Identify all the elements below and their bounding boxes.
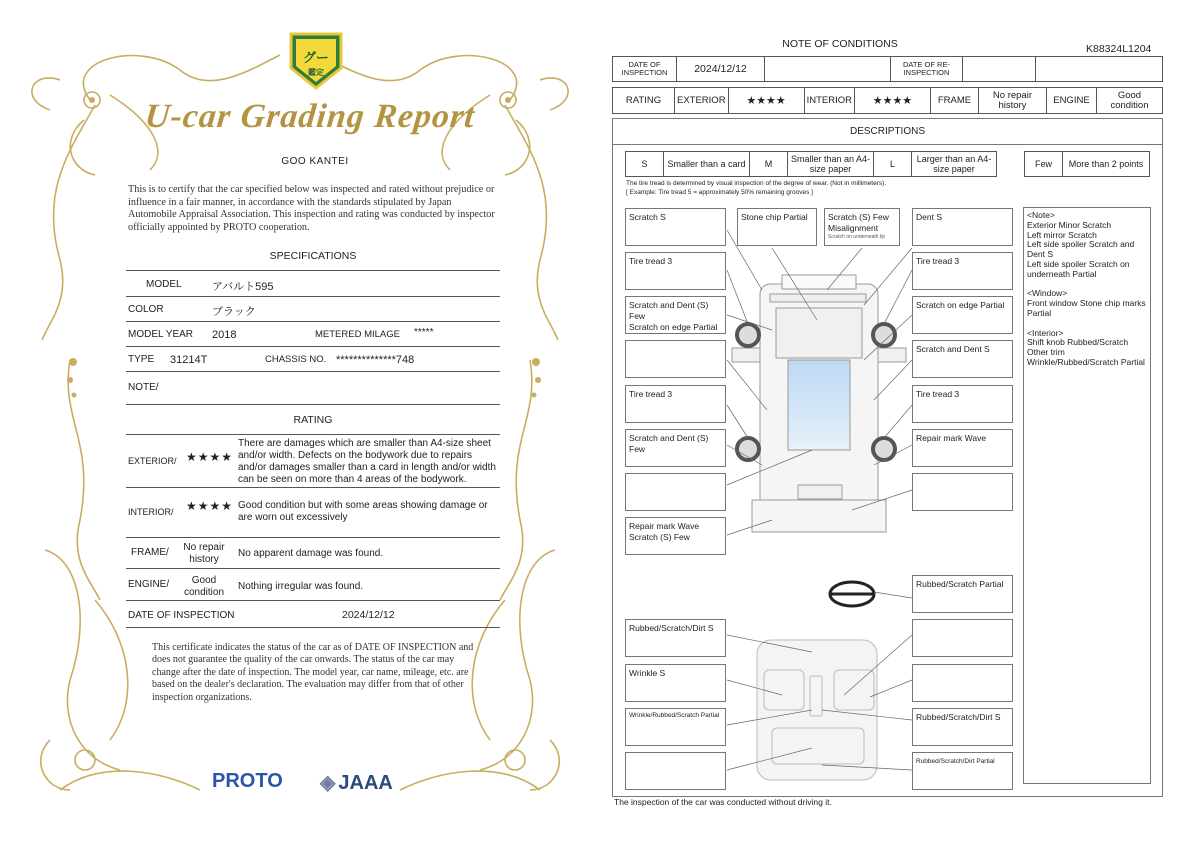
reinspection-value bbox=[963, 57, 1036, 82]
color-value: ブラック bbox=[212, 306, 256, 318]
tire-note-line-1: The tire tread is determined by visual inspection of the degree of wear. (Not in millimeters). bbox=[626, 180, 887, 187]
type-value: 31214T bbox=[170, 354, 208, 366]
frame-value: No repair history bbox=[978, 88, 1046, 114]
rating-label: RATING bbox=[613, 88, 675, 114]
rating-table bbox=[612, 87, 1163, 114]
divider bbox=[126, 404, 500, 405]
car-interior-outline bbox=[757, 640, 877, 780]
jaaa-logo bbox=[320, 770, 393, 795]
damage-box-right-3: Scratch and Dent S bbox=[912, 340, 1013, 378]
interior-box-right-5: Rubbed/Scratch/Dirt Partial bbox=[912, 752, 1013, 790]
divider bbox=[126, 321, 500, 322]
damage-box-top-2-text: Scratch (S) Few Misalignment bbox=[828, 212, 889, 233]
damage-box-left-8: Repair mark Wave Scratch (S) Few bbox=[625, 517, 726, 555]
specifications-heading: SPECIFICATIONS bbox=[269, 250, 357, 262]
divider bbox=[126, 487, 500, 488]
legend-m-desc: Smaller than an A4-size paper bbox=[788, 152, 874, 177]
inspection-disclaimer: The inspection of the car was conducted without driving it. bbox=[614, 797, 832, 807]
metered-mileage-label: METERED MILAGE bbox=[315, 329, 400, 340]
exterior-label: EXTERIOR bbox=[675, 88, 729, 114]
note-label: NOTE/ bbox=[128, 382, 159, 393]
few-legend-table bbox=[1024, 151, 1150, 177]
type-label: TYPE bbox=[128, 354, 155, 365]
certification-statement: This is to certify that the car specified below was inspected and rated without prejudice or influence in a fair manner, in accordance with the standards stipulated by Japan Automobile Appraisal Association. This inspection and rating was conducted by inspector officially appointed by PROTO cooperation. bbox=[128, 184, 495, 233]
jaaa-logo-text: JAAA bbox=[338, 772, 393, 794]
tire-tread-note bbox=[626, 180, 886, 197]
metered-mileage-value: ***** bbox=[414, 327, 434, 338]
interior-box-right-2 bbox=[912, 619, 1013, 657]
legend-l: L bbox=[874, 152, 912, 177]
car-exterior-outline bbox=[732, 275, 906, 532]
size-legend-table bbox=[625, 151, 997, 177]
interior-label: INTERIOR bbox=[804, 88, 854, 114]
frame-label: FRAME/ bbox=[131, 547, 169, 558]
engine-value: Good condition bbox=[1096, 88, 1162, 114]
date-of-reinspection-label: DATE OF RE-INSPECTION bbox=[891, 57, 963, 82]
interior-box-right-3 bbox=[912, 664, 1013, 702]
proto-logo-text: PROTO bbox=[212, 770, 283, 792]
legend-few: Few bbox=[1025, 152, 1063, 177]
divider bbox=[126, 346, 500, 347]
interior-box-left-2: Wrinkle S bbox=[625, 664, 726, 702]
date-of-inspection-label: DATE OF INSPECTION bbox=[613, 57, 677, 82]
legend-l-desc: Larger than an A4-size paper bbox=[912, 152, 997, 177]
inspection-dates-table bbox=[612, 56, 1163, 82]
frame-description: No apparent damage was found. bbox=[238, 548, 384, 559]
chassis-label: CHASSIS NO. bbox=[265, 354, 327, 365]
damage-box-right-4: Tire tread 3 bbox=[912, 385, 1013, 423]
interior-box-left-4 bbox=[625, 752, 726, 790]
damage-box-left-6: Scratch and Dent (S) Few bbox=[625, 429, 726, 467]
empty-cell bbox=[765, 57, 891, 82]
divider bbox=[126, 627, 500, 628]
damage-box-left-3: Scratch and Dent (S) Few Scratch on edge Partial bbox=[625, 296, 726, 334]
interior-stars: ★★★★ bbox=[854, 88, 930, 114]
svg-text:鑑定: 鑑定 bbox=[308, 68, 324, 77]
color-label: COLOR bbox=[128, 304, 164, 315]
divider bbox=[126, 434, 500, 435]
damage-box-top-1: Stone chip Partial bbox=[737, 208, 817, 246]
legend-m: M bbox=[750, 152, 788, 177]
engine-description: Nothing irregular was found. bbox=[238, 581, 364, 592]
report-id: K88324L1204 bbox=[1086, 43, 1152, 55]
divider bbox=[126, 568, 500, 569]
damage-box-left-5: Tire tread 3 bbox=[625, 385, 726, 423]
interior-box-left-3: Wrinkle/Rubbed/Scratch Partial bbox=[625, 708, 726, 746]
exterior-stars: ★★★★ bbox=[186, 450, 234, 464]
divider bbox=[126, 600, 500, 601]
interior-label: INTERIOR/ bbox=[128, 507, 174, 517]
descriptions-heading: DESCRIPTIONS bbox=[612, 118, 1163, 145]
exterior-stars: ★★★★ bbox=[728, 88, 804, 114]
damage-box-right-6 bbox=[912, 473, 1013, 511]
interior-box-right-4: Rubbed/Scratch/Dirt S bbox=[912, 708, 1013, 746]
legend-few-desc: More than 2 points bbox=[1063, 152, 1150, 177]
empty-cell bbox=[1036, 57, 1163, 82]
model-label: MODEL bbox=[146, 279, 182, 290]
damage-box-top-2-small-text: Scratch on underneath lip bbox=[828, 234, 885, 240]
exterior-label: EXTERIOR/ bbox=[128, 456, 177, 466]
report-title: U-car Grading Report bbox=[143, 98, 477, 135]
legend-s: S bbox=[626, 152, 664, 177]
damage-box-left-7 bbox=[625, 473, 726, 511]
divider bbox=[126, 371, 500, 372]
damage-box-right-5: Repair mark Wave bbox=[912, 429, 1013, 467]
divider bbox=[126, 270, 500, 271]
damage-box-left-2: Tire tread 3 bbox=[625, 252, 726, 290]
model-value: アバルト595 bbox=[212, 281, 274, 293]
damage-box-right-1: Tire tread 3 bbox=[912, 252, 1013, 290]
chassis-value: **************748 bbox=[336, 354, 415, 366]
svg-text:グー: グー bbox=[302, 51, 330, 66]
interior-box-left-1: Rubbed/Scratch/Dirt S bbox=[625, 619, 726, 657]
frame-value: No repair history bbox=[183, 542, 225, 565]
report-subtitle: GOO KANTEI bbox=[281, 156, 349, 167]
interior-stars: ★★★★ bbox=[186, 499, 234, 513]
proto-logo bbox=[212, 770, 283, 793]
certificate-disclaimer: This certificate indicates the status of the car as of DATE OF INSPECTION and does not guarantee the quality of the car onwards. The status of the car may change after the date of inspection. The model year, car name, mileage, etc. are based on the dealer's declaration. The evaluation may differ from that of other inspection organizations. bbox=[152, 642, 474, 703]
date-of-inspection-label: DATE OF INSPECTION bbox=[128, 610, 235, 621]
condition-notes: <Note> Exterior Minor Scratch Left mirror Scratch Left side spoiler Scratch and Dent S Left side spoiler Scratch on underneath Partial <Window> Front window Stone chip marks Partial <Interior> Shift knob Rubbed/Scratch Other trim Wrinkle/Rubbed/Scratch Partial bbox=[1023, 207, 1151, 784]
date-of-inspection-value: 2024/12/12 bbox=[677, 57, 765, 82]
legend-s-desc: Smaller than a card bbox=[664, 152, 750, 177]
rating-heading: RATING bbox=[293, 414, 333, 426]
jaaa-mark-icon: ◈ bbox=[320, 772, 336, 794]
interior-description: Good condition but with some areas showing damage or are worn out excessively bbox=[238, 500, 488, 523]
damage-box-top-2 bbox=[824, 208, 900, 246]
steering-wheel-icon bbox=[830, 582, 874, 606]
damage-box-right-2: Scratch on edge Partial bbox=[912, 296, 1013, 334]
damage-box-top-3: Dent S bbox=[912, 208, 1013, 246]
engine-value: Good condition bbox=[183, 575, 225, 598]
model-year-label: MODEL YEAR bbox=[128, 329, 194, 340]
frame-label: FRAME bbox=[930, 88, 978, 114]
conditions-title: NOTE OF CONDITIONS bbox=[782, 38, 898, 50]
interior-box-right-1: Rubbed/Scratch Partial bbox=[912, 575, 1013, 613]
date-of-inspection-value: 2024/12/12 bbox=[342, 609, 395, 621]
divider bbox=[126, 537, 500, 538]
model-year-value: 2018 bbox=[212, 329, 237, 341]
damage-box-left-4 bbox=[625, 340, 726, 378]
damage-box-left-1: Scratch S bbox=[625, 208, 726, 246]
goo-kantei-emblem bbox=[287, 30, 345, 90]
engine-label: ENGINE/ bbox=[128, 579, 170, 590]
engine-label: ENGINE bbox=[1046, 88, 1096, 114]
divider bbox=[126, 296, 500, 297]
exterior-description: There are damages which are smaller than A4-size sheet and/or width. Defects on the bodywork due to repairs and/or damages smaller than a card in length and/or width can be seen on more than 4 areas of the bodywork. bbox=[238, 438, 496, 485]
tire-note-line-2: [ Example: Tire tread 5 = approximately 50% remaining grooves ] bbox=[626, 188, 813, 196]
